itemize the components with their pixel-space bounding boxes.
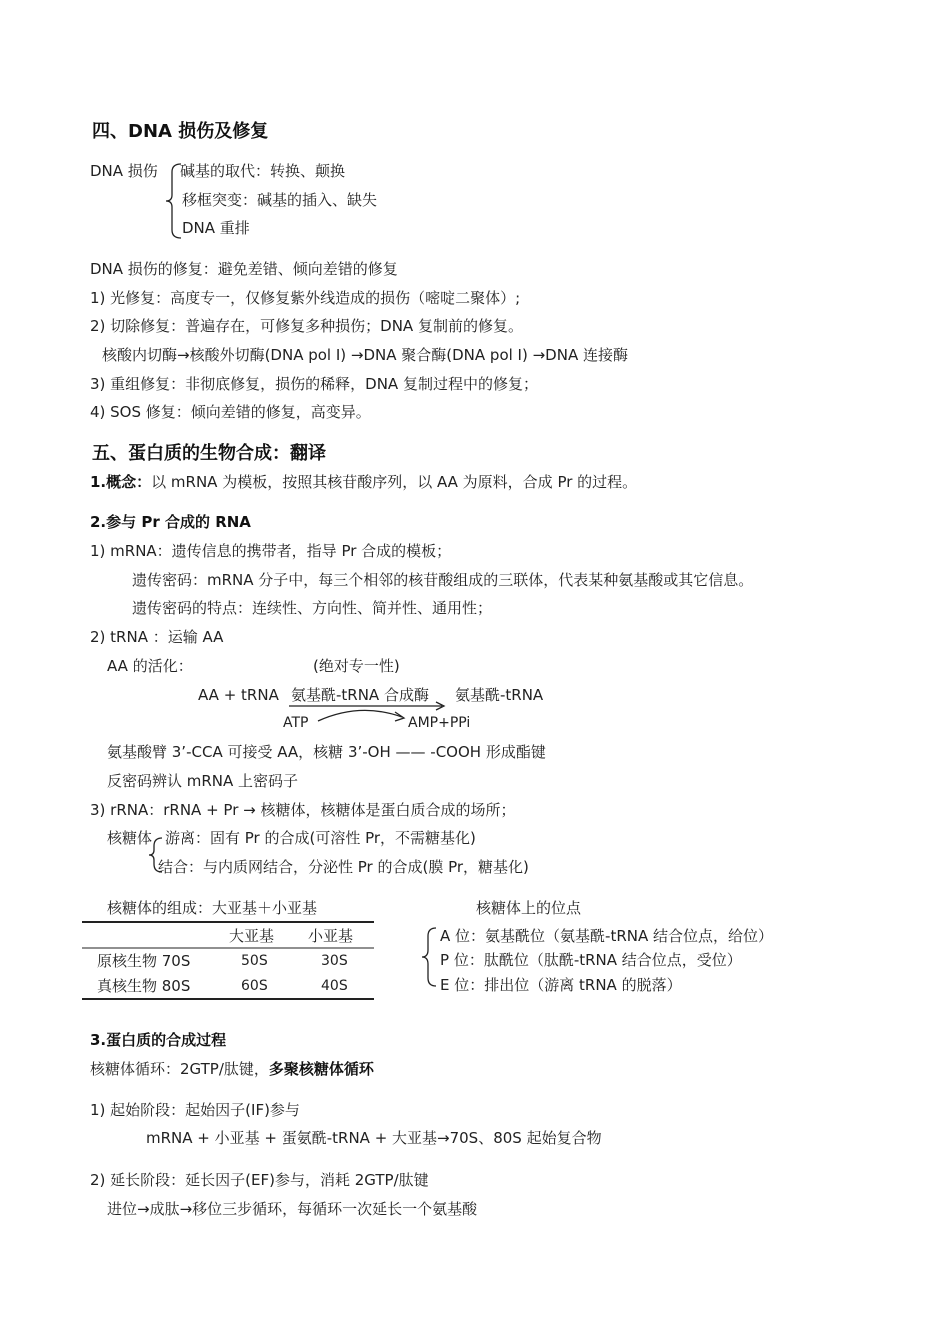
ribosome-label: 核糖体 [107,829,153,847]
damage-type-1: 碱基的取代：转换、颠换 [180,162,346,180]
table-cell: 真核生物 80S [97,977,191,995]
repair-2: 2) 切除修复：普遍存在，可修复多种损伤；DNA 复制前的修复。 [90,317,523,335]
damage-brace [166,164,181,238]
product: 氨基酰-tRNA [455,686,544,704]
concept-text: 以 mRNA 为模板，按照其核苷酸序列，以 AA 为原料，合成 Pr 的过程。 [151,473,638,491]
trna-title: 2) tRNA ：运输 AA [90,628,224,646]
initiation-detail: mRNA + 小亚基 + 蛋氨酰-tRNA + 大亚基→70S、80S 起始复合物 [146,1129,602,1147]
table-cell: 30S [321,953,348,969]
table-cell: 60S [241,978,268,994]
section5-heading: 五、蛋白质的生物合成：翻译 [92,443,326,464]
table-header-small: 小亚基 [308,927,354,945]
anticodon: 反密码辨认 mRNA 上密码子 [107,772,299,790]
mrna-title: 1) mRNA：遗传信息的携带者，指导 Pr 合成的模板； [90,542,452,560]
rrna-title: 3) rRNA：rRNA + Pr → 核糖体，核糖体是蛋白质合成的场所； [90,801,516,819]
table-cell: 原核生物 70S [97,952,191,970]
ribosome-brace [149,838,162,872]
table-cell: 50S [241,953,268,969]
site-a: A 位：氨基酰位（氨基酰-tRNA 结合位点，给位） [440,927,773,945]
rna-heading: 2.参与 Pr 合成的 RNA [90,513,251,531]
repair-2-enzymes: 核酸内切酶→核酸外切酶(DNA pol Ⅰ) →DNA 聚合酶(DNA pol Ⅰ) →DNA 连接酶 [102,346,628,364]
composition-title: 核糖体的组成：大亚基＋小亚基 [107,899,318,917]
repair-3: 3) 重组修复：非彻底修复，损伤的稀释，DNA 复制过程中的修复； [90,375,538,393]
code-features: 遗传密码的特点：连续性、方向性、简并性、通用性； [132,599,493,617]
free-ribosome: 游离：固有 Pr 的合成(可溶性 Pr，不需糖基化) [165,829,476,847]
atp-label: ATP [283,715,309,731]
amp-ppi-label: AMP+PPi [408,715,471,731]
site-p: P 位：肽酰位（肽酰-tRNA 结合位点，受位） [440,951,742,969]
initiation-title: 1) 起始阶段：起始因子(IF)参与 [90,1101,300,1119]
cca-end: 氨基酸臂 3’-CCA 可接受 AA，核糖 3’-OH —— -COOH 形成酯键 [107,743,546,761]
sites-brace [422,928,436,986]
process-heading: 3.蛋白质的合成过程 [90,1031,227,1049]
genetic-code: 遗传密码：mRNA 分子中，每三个相邻的核苷酸组成的三联体，代表某种氨基酸或其它信息。 [132,571,754,589]
elongation-detail: 进位→成肽→移位三步循环，每循环一次延长一个氨基酸 [107,1200,478,1218]
enzyme-name: 氨基酰-tRNA 合成酶 [291,686,429,704]
bound-ribosome: 结合：与内质网结合，分泌性 Pr 的合成(膜 Pr，糖基化) [158,858,529,876]
table-cell: 40S [321,978,348,994]
repair-1: 1) 光修复：高度专一，仅修复紫外线造成的损伤（嘧啶二聚体）; [90,289,521,307]
elongation-title: 2) 延长阶段：延长因子(EF)参与，消耗 2GTP/肽键 [90,1171,429,1189]
cycle-text: 核糖体循环：2GTP/肽键， [90,1060,269,1078]
atp-curve-arrow [318,710,402,721]
damage-type-3: DNA 重排 [182,219,250,237]
damage-type-2: 移框突变：碱基的插入、缺失 [182,191,378,209]
polysome-cycle: 多聚核糖体循环 [268,1060,374,1078]
site-e: E 位：排出位（游离 tRNA 的脱落） [440,976,682,994]
table-header-large: 大亚基 [229,927,275,945]
reactants: AA + tRNA [198,686,279,704]
repair-4: 4) SOS 修复：倾向差错的修复，高变异。 [90,403,371,421]
absolute-specificity: (绝对专一性) [313,657,400,675]
dna-damage-label: DNA 损伤 [90,162,158,180]
concept-label: 1.概念： [90,473,152,491]
aa-activation-label: AA 的活化： [107,657,193,675]
sites-title: 核糖体上的位点 [476,899,582,917]
repair-intro: DNA 损伤的修复：避免差错、倾向差错的修复 [90,260,398,278]
section4-heading: 四、DNA 损伤及修复 [92,121,269,142]
